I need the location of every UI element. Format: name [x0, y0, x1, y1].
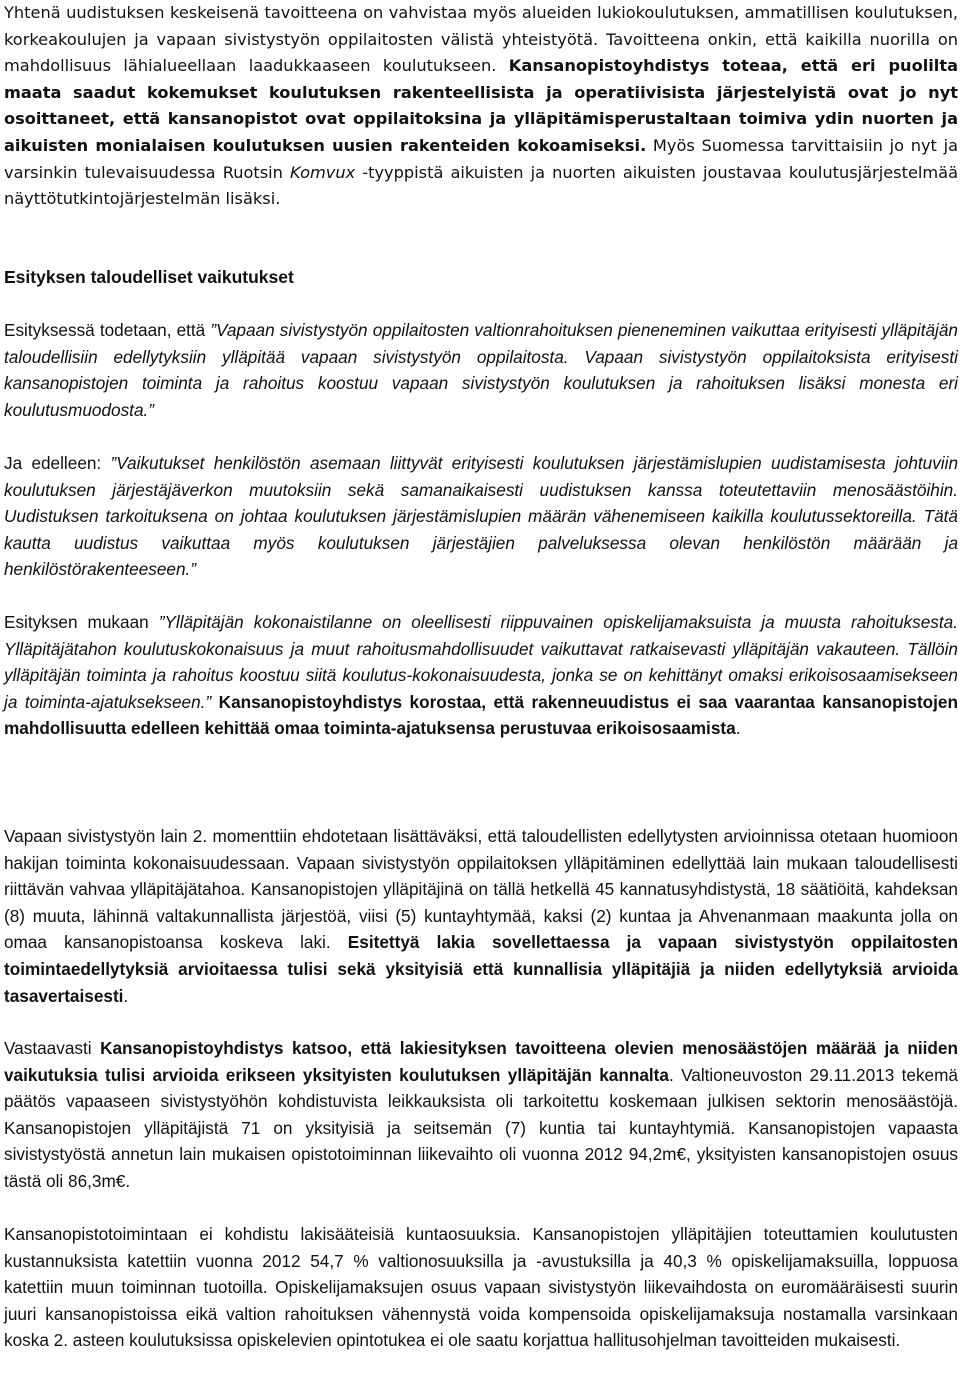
italic-quote: ”Ylläpitäjän kokonaistilanne on oleellisesti riippuvainen opiskelijamaksuista ja muusta rahoituksesta. Ylläpitäjätahon koulutuskokonaisuus ja muut rahoitusmahdollisuudet vaikuttavat ratkaisevasti ylläpitäjän vakauteen. Tällöin ylläpitäjän toiminta ja rahoitus koostuu siitä koulutus-kokonaisuudesta, jonka se on kehittänyt omaksi erikoisosaamisekseen ja toiminta-ajatuksekseen.”	[4, 612, 959, 712]
text-run: Vastaavasti	[4, 1038, 101, 1058]
italic-quote: ”Vapaan sivistystyön oppilaitosten valtionrahoituksen pieneneminen vaikuttaa erityisesti ylläpitäjän taloudellisiin edellytyksiin ylläpitää vapaan sivistystyön oppilaitosta. Vapaan sivistystyön oppilaitoksista erityisesti kansanopistojen toiminta ja rahoitus koostuu vapaan sivistystyön koulutuksen ja rahoituksen lisäksi monesta eri koulutusmuodosta.”	[4, 320, 958, 420]
text-run: . Valtioneuvoston 29.11.2013 tekemä päätös vapaaseen sivistystyöhön kohdistuvista leikkauksista oli tarkoitettu koskemaan julkisen sektorin menosäästöjä. Kansanopistojen ylläpitäjistä 71 on yksityisiä ja seitsemän (7) kuntia tai kuntayhtymiä. Kansanopistojen vapaasta sivistystyöstä annetun lain mukaisen opistotoiminnan liikevaihto oli vuonna 2012 94,2m€, yksityisten kansanopistojen osuus tästä oli 86,3m€.	[4, 1064, 958, 1191]
italic-quote: ”Vaikutukset henkilöstön asemaan liittyvät erityisesti koulutuksen järjestämislupien uudistamisesta johtuviin koulutuksen järjestäjäverkon muutoksiin sekä samanaikaisesti uudistuksen kanssa toteutettaviin menosäästöihin. Uudistuksen tarkoituksena on johtaa koulutuksen järjestämislupien määrän vähenemiseen kaikilla koulutussektoreilla. Tätä kautta uudistus vaikuttaa myös koulutuksen järjestäjien palveluksessa olevan henkilöstön määrään ja henkilöstörakenteeseen.”	[4, 453, 958, 580]
text-run: .	[123, 985, 129, 1006]
bold-statement: Esitettyä lakia sovellettaessa ja vapaan sivistystyön oppilaitosten toimintaedellytyksiä arvioitaessa tulisi sekä yksityisiä että kunnallisia ylläpitäjiä ja niiden edellytyksiä arvioida tasavertaisesti	[4, 932, 958, 1006]
text-run: -tyyppistä aikuisten ja nuorten aikuisten joustavaa koulutusjärjestelmää näyttötutkintojärjestelmän lisäksi.	[4, 162, 959, 209]
text-run: Vapaan sivistystyön lain 2. momenttiin ehdotetaan lisättäväksi, että taloudellisten edellytysten arvioinnissa otetaan huomioon hakijan toiminta kokonaisuudessaan. Vapaan sivistystyön oppilaitoksen ylläpitäminen edellyttää lain mukaan taloudellisesti riittävän vahvaa ylläpitäjätahoa. Kansanopistojen ylläpitäjinä on tällä hetkellä 45 kannatusyhdistystä, 18 säätiöitä, kahdeksan (8) muuta, lähinnä valtakunnallista järjestöä, viisi (5) kuntayhtymää, kaksi (2) kuntaa ja Ahvenanmaan maakunta jolla on omaa kansanopistoansa koskeva laki.	[4, 826, 958, 953]
italic-term: Komvux	[290, 162, 356, 182]
bold-statement: Kansanopistoyhdistys korostaa, että rakenneuudistus ei saa vaarantaa kansanopistojen mahdollisuutta edelleen kehittää omaa toiminta-ajatuksensa perustuvaa erikoisosaamista	[4, 691, 958, 739]
paragraph-financial-impact-quote	[4, 317, 958, 423]
paragraph-law-amendment	[4, 823, 958, 1009]
paragraph-staff-impact-quote	[4, 450, 958, 583]
text-run: Myös Suomessa tarvittaisiin jo nyt ja varsinkin tulevaisuudessa Ruotsin	[4, 135, 958, 182]
paragraph-maintainer-situation	[4, 609, 958, 742]
text-run: Esityksen mukaan	[4, 612, 159, 632]
text-run: Kansanopistotoimintaan ei kohdistu lakisääteisiä kuntaosuuksia. Kansanopistojen ylläpitäjien toteuttamien koulutusten kustannuksista katettiin vuonna 2012 54,7 % valtionosuuksilla ja -avustuksilla ja 40,3 % opiskelijamaksuilla, loppuosa katettiin muun toiminnan tuotoilla. Opiskelijamaksujen osuus vapaan sivistystyön liikevaihdosta on euromääräisesti suurin juuri kansanopistoissa eikä valtion rahoituksen vähennystä voida kompensoida opiskelijamaksuja nostamalla varsinkaan koska 2. asteen koulutuksissa opiskelevien opintotukea ei ole saatu korjattua hallitusohjelman tavoitteiden mukaisesti.	[4, 1224, 958, 1351]
text-run: Esityksessä todetaan, että	[4, 320, 211, 340]
text-run: Yhtenä uudistuksen keskeisenä tavoitteena on vahvistaa myös alueiden lukiokoulutuksen, ammatillisen koulutuksen, korkeakoulujen ja vapaan sivistystyön oppilaitosten välistä yhteistyötä. Tavoitteena onkin, että kaikilla nuorilla on mahdollisuus lähialueellaan laadukkaaseen koulutukseen.	[4, 3, 958, 76]
text-run: .	[735, 718, 741, 739]
paragraph-education-cooperation	[4, 0, 958, 213]
bold-statement: Kansanopistoyhdistys katsoo, että lakiesityksen tavoitteena olevien menosäästöjen määrää ja niiden vaikutuksia tulisi arvioida erikseen yksityisten koulutuksen ylläpitäjän kannalta	[4, 1038, 958, 1085]
paragraph-cost-savings	[4, 1035, 958, 1195]
bold-statement: Kansanopistoyhdistys toteaa, että eri puolilta maata saadut kokemukset koulutuksen rakenteellisista ja operatiivisista järjestelyistä ovat jo nyt osoittaneet, että kansanopistot ovat oppilaitoksina ja ylläpitämisperustaltaan toimiva ydin nuorten ja aikuisten monialaisen koulutuksen uusien rakenteiden kokoamiseksi.	[4, 56, 958, 155]
paragraph-funding-structure	[4, 1221, 958, 1354]
text-run: Ja edelleen:	[4, 453, 111, 473]
section-heading: Esityksen taloudelliset vaikutukset	[4, 267, 294, 287]
